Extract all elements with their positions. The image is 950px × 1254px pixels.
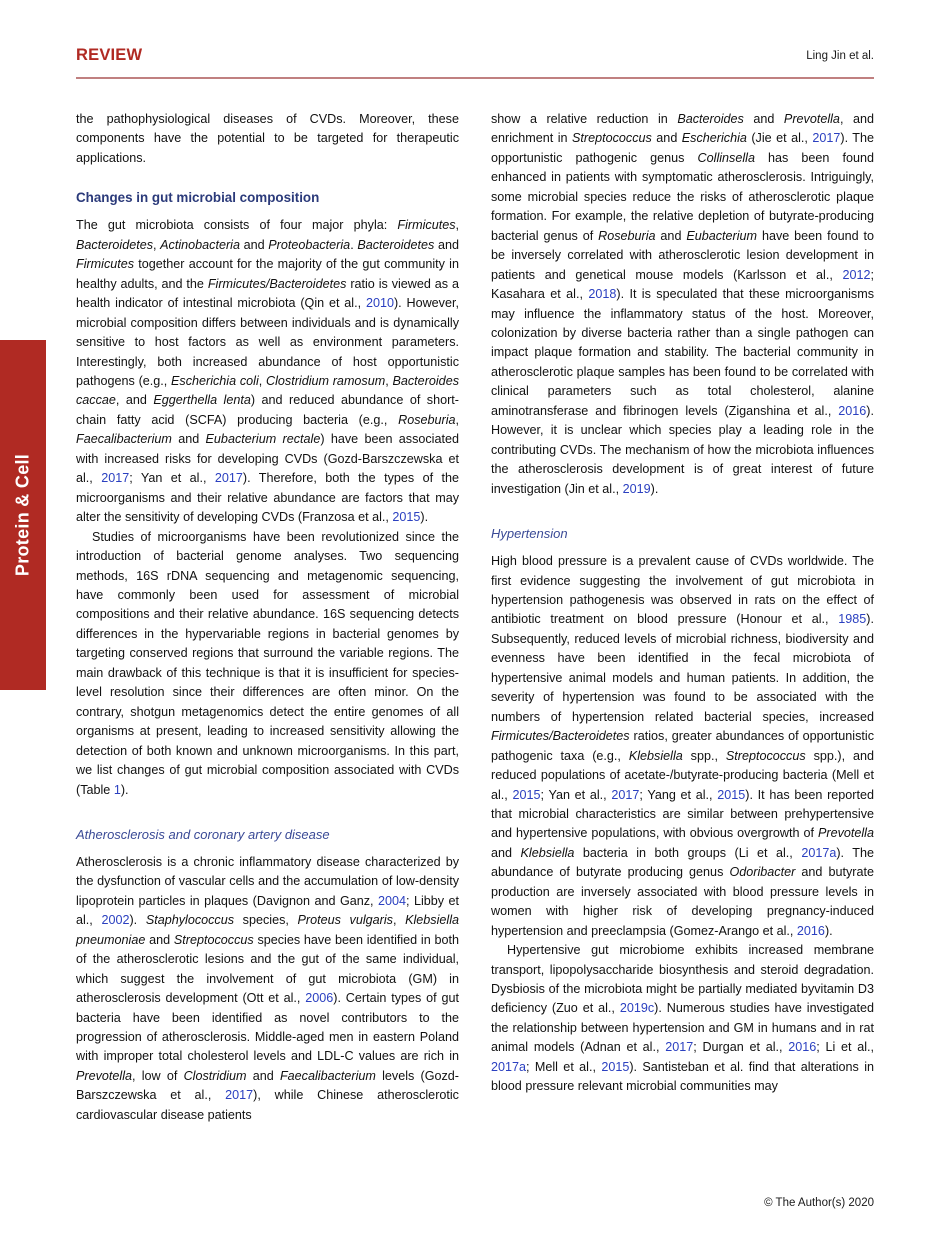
journal-side-tab [0, 340, 46, 690]
paragraph: Atherosclerosis is a chronic inflammatory disease characterized by the dysfunction of vascular cells and the accumulation of low-density lipoprotein particles in plaques (Davignon and Ganz, 2004; Libby et al., 2002). Staphylococcus species, Proteus vulgaris, Klebsiella pneumoniae and Streptococcus species have been identified in both of the atherosclerotic lesions and the gut of the same individual, which suggest the involvement of gut microbiota (GM) in atherosclerosis development (Ott et al., 2006). Certain types of gut bacteria have been identified as novel contributors to the progression of atherosclerosis. Middle-aged men in eastern Poland with improper total cholesterol levels and LDL-C values are rich in Prevotella, low of Clostridium and Faecalibacterium levels (Gozd-Barszczewska et al., 2017), while Chinese atherosclerotic cardiovascular disease patients [76, 854, 460, 1122]
column-left [76, 110, 459, 1175]
spacer [76, 844, 459, 853]
copyright-notice: © The Author(s) 2020 [764, 1197, 874, 1209]
running-author-name: Ling Jin et al. [806, 50, 874, 62]
spacer [76, 207, 459, 216]
spacer [76, 800, 459, 826]
paragraph: The gut microbiota consists of four major phyla: Firmicutes, Bacteroidetes, Actinobacteria and Proteobacteria. Bacteroidetes and Firmicutes together account for the majority of the gut community in healthy adults, and the Firmicutes/Bacteroidetes ratio is viewed as a health indicator of intestinal microbiota (Qin et al., 2010). However, microbial composition differs between individuals and is dynamically sensitive to host factors as well as environment parameters. Interestingly, both increased abundance of host opportunistic pathogens (e.g., Escherichia coli, Clostridium ramosum, Bacteroides caccae, and Eggerthella lenta) and reduced abundance of short-chain fatty acid (SCFA) producing bacteria (e.g., Roseburia, Faecalibacterium and Eubacterium rectale) have been associated with increased risks for developing CVDs (Gozd-Barszczewska et al., 2017; Yan et al., 2017). Therefore, both the types of the microorganisms and their relative abundance are factors that may alter the sensitivity of developing CVDs (Franzosa et al., 2015). [76, 218, 459, 525]
paragraph: Hypertensive gut microbiome exhibits increased membrane transport, lipopolysaccharide biosynthesis and steroid degradation. Dysbiosis of the microbiota might be partially mediated byvitamin D3 deficiency (Zuo et al., 2019c). Numerous studies have investigated the relationship between hypertension and GM in humans and in rat animal models (Adnan et al., 2017; Durgan et al., 2016; Li et al., 2017a; Mell et al., 2015). Santisteban et al. find that alterations in blood pressure relevant microbial communities may [491, 943, 875, 1094]
section-heading-changes-in-gut-microbial-composition: Changes in gut microbial composition [76, 190, 320, 206]
article-type-label: REVIEW [76, 46, 143, 64]
column-right [491, 110, 874, 1175]
sub-heading-hypertension: Hypertension [491, 526, 568, 542]
article-body [76, 110, 874, 1175]
running-head [76, 46, 874, 80]
spacer [76, 168, 459, 189]
paragraph: the pathophysiological diseases of CVDs. Moreover, these components have the potential to be targeted for therapeutic applications. [76, 112, 459, 165]
journal-name-label: Protein & Cell [12, 453, 33, 577]
paragraph: show a relative reduction in Bacteroides and Prevotella, and enrichment in Streptococcus and Escherichia (Jie et al., 2017). The opportunistic pathogenic genus Collinsella has been found enhanced in patients with symptomatic atherosclerosis. Intriguingly, some microbial species reduce the risks of atherosclerotic plaque formation. For example, the relative depletion of butyrate-producing bacterial genus of Roseburia and Eubacterium have been found to be inversely correlated with atherosclerotic lesion development in patients and genetical mouse models (Karlsson et al., 2012; Kasahara et al., 2018). It is speculated that these microorganisms may influence the inflammatory status of the host. Moreover, colonization by diverse bacteria rather than a single pathogen can impact plaque formation and stability. The bacterial community in atherosclerotic plaque samples has been found to be correlated with clinical parameters such as total cholesterol, alanine aminotransferase and fibrinogen levels (Ziganshina et al., 2016). However, it is unclear which species play a leading role in the contributing CVDs. The mechanism of how the microbiota influences the atherosclerosis development is of great interest of future investigation (Jin et al., 2019). [491, 112, 875, 496]
spacer [491, 499, 874, 525]
spacer [491, 543, 874, 552]
paragraph: High blood pressure is a prevalent cause of CVDs worldwide. The first evidence suggesting the involvement of gut microbiota in hypertension pathogenesis was observed in rats on the effect of antibiotic treatment on blood pressure (Honour et al., 1985). Subsequently, reduced levels of microbial richness, biodiversity and evenness have been identified in the fecal microbiota of hypertensive animal models and human patients. In addition, the severity of hypertension was found to be associated with the numbers of hypertension related bacterial species, increased Firmicutes/Bacteroidetes ratios, greater abundances of opportunistic pathogenic taxa (e.g., Klebsiella spp., Streptococcus spp.), and reduced populations of acetate-/butyrate-producing bacteria (Mell et al., 2015; Yan et al., 2017; Yang et al., 2015). It has been reported that microbial characteristics are similar between prehypertensive and hypertensive populations, with obvious overgrowth of Prevotella and Klebsiella bacteria in both groups (Li et al., 2017a). The abundance of butyrate producing genus Odoribacter and butyrate production are inversely associated with blood pressure levels in women with higher risk of developing pregnancy-induced hypertension and preeclampsia (Gomez-Arango et al., 2016). [491, 554, 875, 938]
header-divider-rule [76, 77, 874, 79]
paragraph: Studies of microorganisms have been revolutionized since the introduction of bacterial genome analyses. Two sequencing methods, 16S rDNA sequencing and metagenomic sequencing, have commonly been used for assessment of microbial compositions and their relative abundance. 16S sequencing detects differences in the hypervariable regions in bacterial genomes by targeting conserved regions that surround the variable regions. The main drawback of this technique is that it is insufficient for species-level resolution since their differences are often minor. On the contrary, shotgun metagenomics detect the entire genomes of all organisms at present, leading to increased sensitivity allowing the detection of both known and unknown microorganisms. In this part, we list changes of gut microbial composition associated with CVDs (Table 1). [76, 529, 459, 797]
sub-heading-atherosclerosis-and-coronary-artery-disease: Atherosclerosis and coronary artery disease [76, 826, 330, 842]
